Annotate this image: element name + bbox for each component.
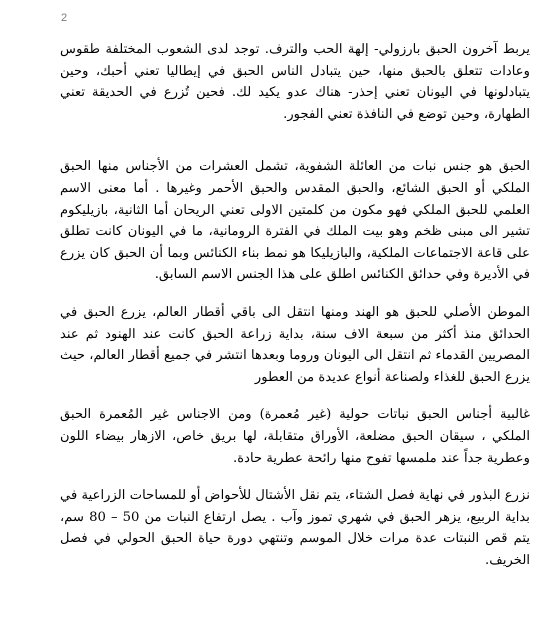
paragraph-basil-mythology: يربط آخرون الحبق بارزولي- إلهة الحب والترف. توجد لدى الشعوب المختلفة طقوس وعادات تتعلق بالحبق منها، حين يتبادل الناس الحبق في إيطاليا تعني أحبك، وحين يتبادلونها في اليونان تعني إحذر- هناك عدو يكيد لك. فحين تُزرع في الحديقة تعني الطهارة، وحين توضع في النافذة تعني الفجور.: [60, 42, 530, 122]
page-number: 2: [61, 12, 68, 24]
document-body: [60, 39, 530, 571]
paragraph-basil-origin: الموطن الأصلي للحبق هو الهند ومنها انتقل الى باقي أقطار العالم، يزرع الحبق في الحدائق منذ أكثر من سبعة الاف سنة، بداية زراعة الحبق كانت عند الهنود ثم عند المصريين القدماء ثم انتقل الى اليونان وروما وبعدها انتشر في جميع أقطار العالم، حيث يزرع الحبق للغذاء ولصناعة أنواع عديدة من العطور: [60, 304, 530, 385]
paragraph-basil-genus: الحبق هو جنس نبات من العائلة الشفوية، تشمل العشرات من الأجناس منها الحبق الملكي أو الحبق الشائع، والحبق المقدس والحبق الأحمر وغيرها . أما معنى الاسم العلمي للحبق الملكي فهو مكون من كلمتين الاولى تعني الريحان أما الثانية، بازيليكوم تشير الى مبنى ظخم وهو بيت الملك في الفترة الرومانية، ما في اليونان كانت تطلق على قاعة الاجتماعات الملكية، والبازيليكا هو نمط بناء الكنائس وبما أن الحبق كان يزرع في الأديرة وفي حدائق الكنائس اطلق على هذا الجنس الاسم السابق.: [60, 159, 530, 283]
paragraph-basil-cultivation: نزرع البذور في نهاية فصل الشتاء، يتم نقل الأشتال للأحواض أو للمساحات الزراعية في بداية الربيع، يزهر الحبق في شهري تموز وآب . يصل ارتفاع النبات من 50 – 80 سم، يتم قص النبتات عدة مرات خلال الموسم وتنتهي دورة حياة الحبق الحولي في فصل الخريف.: [60, 488, 530, 568]
paragraph-basil-description: غالبية أجناس الحبق نباتات حولية (غير مُعمرة) ومن الاجناس غير المُعمرة الحبق الملكي ، سيقان الحبق مضلعة، الأوراق متقابلة، لها بريق خاص، الازهار بيضاء اللون وعطرية جداً عند ملمسها تفوح منها رائحة عطرية حادة.: [60, 407, 530, 466]
